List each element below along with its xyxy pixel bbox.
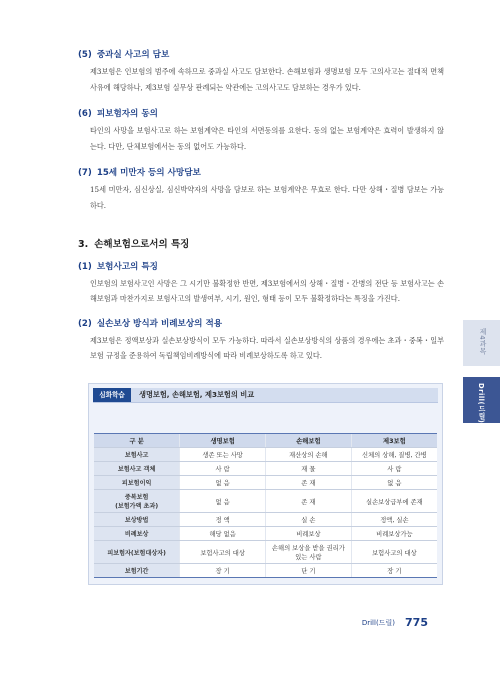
table-cell: 없 음 [180, 476, 266, 490]
table-cell: 단 기 [266, 564, 352, 578]
side-tab-drill[interactable] [463, 377, 500, 423]
table-cell: 생존 또는 사망 [180, 448, 266, 462]
table-cell: 재 물 [266, 462, 352, 476]
subsection-6-body: 타인의 사망을 보험사고로 하는 보험계약은 타인의 서면동의를 요한다. 동의 없는 보험계약은 효력이 발생하지 않는다. 다만, 단체보험에서는 동의 없어도 가능하다. [90, 126, 444, 151]
table-row [94, 541, 437, 564]
table-header-row [94, 434, 437, 448]
table-cell: 보험사고의 대상 [351, 541, 437, 564]
subsection-1-heading: (1) 보험사고의 특징 [78, 261, 158, 272]
main-content [78, 48, 444, 364]
table-cell: 장 기 [180, 564, 266, 578]
side-tab-subject-label: 제4과목 [478, 328, 486, 355]
footer-chapter: Drill(드릴) [361, 618, 395, 627]
table-row [94, 564, 437, 578]
table-cell: 존 재 [266, 490, 352, 513]
subsection-7-body: 15세 미만자, 심신상실, 심신박약자의 사망을 담보로 하는 보험계약은 무효로 한다. 다만 상해・질병 담보는 가능하다. [90, 185, 444, 210]
table-cell: 실손보상급부에 존재 [351, 490, 437, 513]
table-cell: 해당 없음 [180, 527, 266, 541]
table-cell: 비례보상가능 [351, 527, 437, 541]
row-label: 보험기간 [94, 564, 180, 578]
table-cell: 정액, 실손 [351, 513, 437, 527]
subsection-2-heading: (2) 실손보상 방식과 비례보상의 적용 [78, 318, 223, 329]
row-label: 중복보험 (보험가액 초과) [94, 490, 180, 513]
subsection-5-heading: (5) 중과실 사고의 담보 [78, 50, 170, 60]
row-label: 피보험이익 [94, 476, 180, 490]
table-cell: 손해의 보상을 받을 권리가 있는 사람 [266, 541, 352, 564]
table-cell: 존 재 [266, 476, 352, 490]
table-row [94, 513, 437, 527]
table-cell: 보험사고의 대상 [180, 541, 266, 564]
table-row [94, 448, 437, 462]
table-cell: 없 음 [180, 490, 266, 513]
row-label: 피보험자(보험대상자) [94, 541, 180, 564]
subsection-7-heading: (7) 15세 미만자 등의 사망담보 [78, 168, 201, 179]
box-title: 생명보험, 손해보험, 제3보험의 비교 [139, 390, 255, 399]
subsection-1-body: 인보험의 보험사고인 사망은 그 시기만 불확정한 반면, 제3보험에서의 상해・질병・간병의 전단 등 보험사고는 손해보험과 마찬가지로 보험사고의 발생여부, 시기, 원인, 형태 등이 모두 불확정하다는 특징을 가진다. [90, 278, 444, 304]
section-3-heading: 3. 손해보험으로서의 특징 [78, 238, 190, 250]
table-cell: 신체의 상해, 질병, 간병 [351, 448, 437, 462]
table-cell: 장 기 [351, 564, 437, 578]
table-cell: 없 음 [351, 476, 437, 490]
side-tab-drill-label: Drill(드릴) [477, 383, 485, 424]
advanced-study-box [88, 383, 443, 585]
table-row [94, 476, 437, 490]
table-cell: 비례보상 [266, 527, 352, 541]
table-row [94, 490, 437, 513]
page-footer [362, 612, 428, 631]
subsection-2-body: 제3보험은 정액보상과 실손보상방식이 모두 가능하다. 따라서 실손보상방식의 상품의 경우에는 초과・중복・일부보험 규정을 준용하여 독립책임비례방식에 따라 비례보상하도록 하고 있다. [90, 335, 444, 361]
table-cell: 사 람 [180, 462, 266, 476]
row-label: 보상방법 [94, 513, 180, 527]
page-number: 775 [405, 616, 428, 629]
row-label: 보험사고 [94, 448, 180, 462]
header-cell: 생명보험 [180, 434, 266, 448]
side-tab-subject[interactable] [463, 320, 500, 366]
row-label: 비례보상 [94, 527, 180, 541]
box-header [93, 388, 438, 403]
table-cell: 정 액 [180, 513, 266, 527]
box-tag: 심화학습 [93, 388, 131, 402]
row-label: 보험사고 객체 [94, 462, 180, 476]
table-cell: 실 손 [266, 513, 352, 527]
subsection-5-body: 제3보험은 인보험의 범주에 속하므로 중과실 사고도 담보한다. 손해보험과 생명보험 모두 고의사고는 절대적 면책사유에 해당하나, 제3보험 실무상 판례되는 약관에는 고의사고도 담보하는 경우가 있다. [90, 67, 444, 92]
table-row [94, 527, 437, 541]
comparison-table [94, 433, 437, 578]
header-cell: 제3보험 [351, 434, 437, 448]
table-cell: 재산상의 손해 [266, 448, 352, 462]
header-cell: 손해보험 [266, 434, 352, 448]
table-row [94, 462, 437, 476]
table-cell: 사 람 [351, 462, 437, 476]
subsection-6-heading: (6) 피보험자의 동의 [78, 109, 158, 120]
header-cell: 구 분 [94, 434, 180, 448]
